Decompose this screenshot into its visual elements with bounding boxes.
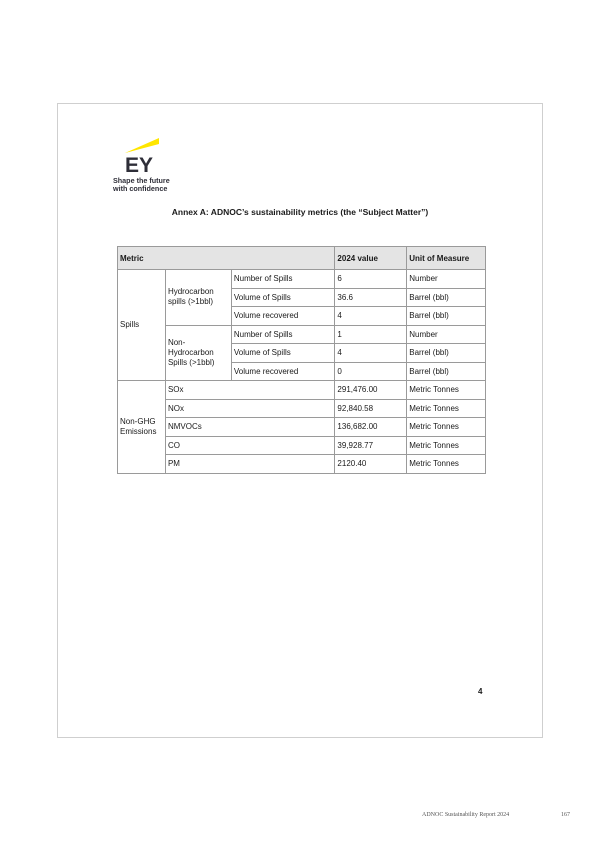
row-metric: Volume of Spills: [231, 344, 335, 363]
table-row: [118, 270, 486, 289]
row-unit: Barrel (bbl): [407, 307, 486, 326]
annex-title: Annex A: ADNOC’s sustainability metrics (the “Subject Matter”): [171, 207, 429, 217]
category-non-ghg-emissions: Non-GHG Emissions: [118, 381, 166, 474]
footer-report-title: ADNOC Sustainability Report 2024: [422, 812, 510, 818]
row-metric: Number of Spills: [231, 325, 335, 344]
row-metric: Volume recovered: [231, 362, 335, 381]
table-row: [118, 399, 486, 418]
table-row: [118, 325, 486, 344]
row-value: 92,840.58: [335, 399, 407, 418]
row-unit: Metric Tonnes: [407, 418, 486, 437]
row-unit: Barrel (bbl): [407, 288, 486, 307]
row-metric: PM: [165, 455, 334, 474]
footer-page-number: 167: [561, 812, 570, 818]
subgroup-hydrocarbon: Hydrocarbon spills (>1bbl): [165, 270, 231, 326]
table-row: [118, 436, 486, 455]
subgroup-non-hydrocarbon: Non-Hydrocarbon Spills (>1bbl): [165, 325, 231, 381]
ey-tagline: Shape the future with confidence: [113, 176, 170, 194]
row-metric: CO: [165, 436, 334, 455]
row-unit: Metric Tonnes: [407, 381, 486, 400]
header-unit: Unit of Measure: [407, 247, 486, 270]
ey-logo-mark: [113, 133, 173, 175]
row-unit: Metric Tonnes: [407, 455, 486, 474]
ey-logo: [113, 133, 193, 203]
row-value: 6: [335, 270, 407, 289]
row-metric: Number of Spills: [231, 270, 335, 289]
row-unit: Metric Tonnes: [407, 436, 486, 455]
row-value: 39,928.77: [335, 436, 407, 455]
header-metric: Metric: [118, 247, 335, 270]
row-metric: Volume of Spills: [231, 288, 335, 307]
row-metric: SOx: [165, 381, 334, 400]
row-value: 291,476.00: [335, 381, 407, 400]
table-row: [118, 418, 486, 437]
category-spills: Spills: [118, 270, 166, 381]
row-unit: Barrel (bbl): [407, 344, 486, 363]
row-value: 4: [335, 307, 407, 326]
table-header-row: [118, 247, 486, 270]
row-metric: NOx: [165, 399, 334, 418]
row-unit: Metric Tonnes: [407, 399, 486, 418]
row-metric: NMVOCs: [165, 418, 334, 437]
sustainability-metrics-table: [117, 246, 486, 474]
row-unit: Barrel (bbl): [407, 362, 486, 381]
header-value: 2024 value: [335, 247, 407, 270]
row-unit: Number: [407, 325, 486, 344]
row-value: 0: [335, 362, 407, 381]
row-value: 136,682.00: [335, 418, 407, 437]
row-value: 36.6: [335, 288, 407, 307]
embedded-page-number: 4: [478, 687, 483, 696]
row-metric: Volume recovered: [231, 307, 335, 326]
table-row: [118, 381, 486, 400]
row-value: 4: [335, 344, 407, 363]
row-value: 1: [335, 325, 407, 344]
row-value: 2120.40: [335, 455, 407, 474]
row-unit: Number: [407, 270, 486, 289]
table-row: [118, 455, 486, 474]
ey-wordmark: EY: [125, 154, 154, 175]
